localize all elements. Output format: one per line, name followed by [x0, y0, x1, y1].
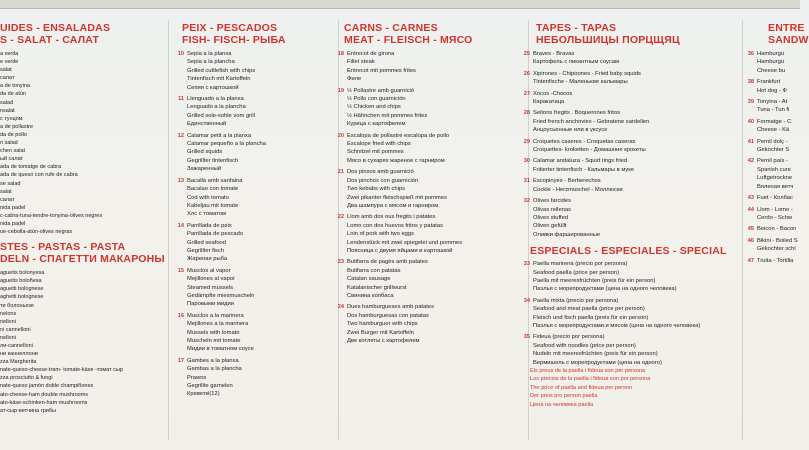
- menu-line: ue-cebolla-atún-olives negras: [0, 229, 73, 236]
- item-number: 23: [337, 259, 344, 266]
- menu-item: [170, 312, 336, 354]
- menu-item: [516, 177, 740, 194]
- menu-item: [330, 87, 526, 129]
- tapas-heading-sub: НЕБОЛЬШИЦЫ ПОРЦЩЯЦ: [536, 34, 680, 46]
- salads-heading: UIDES - ENSALADAS: [0, 22, 111, 34]
- item-line: Paella mit meeresfrüchten (preis für ein person): [533, 277, 656, 284]
- item-line: Croquetes caseres - Croquetas caseras: [533, 138, 636, 145]
- board-frame: [0, 0, 800, 9]
- menu-item: [330, 213, 526, 255]
- item-line: Zwei pikanter fleischspieß mit pommes: [347, 194, 447, 201]
- item-line: Mejillones al vapor: [187, 276, 236, 283]
- item-line: Nudeln mit meeresfrüchten (preis für ein person): [533, 351, 658, 358]
- item-line: Fritierter tintenfisch - Кальмары в муке: [533, 166, 635, 173]
- menu-line: ли-cannelloni: [0, 343, 33, 349]
- item-number: 12: [177, 132, 184, 139]
- item-line: Hamburgu: [757, 51, 785, 57]
- item-number: 45: [747, 226, 754, 233]
- item-line: Оливки фаршированные: [533, 231, 601, 238]
- menu-line: chen salat: [0, 148, 26, 155]
- item-number: 15: [177, 267, 184, 274]
- pasta-heading-sub: DELN - СПАГЕТТИ МАКАРОНЫ: [0, 253, 165, 266]
- item-number: 24: [337, 304, 344, 311]
- item-line: Seafood paella (price per person): [533, 269, 620, 276]
- item-number: 29: [523, 138, 530, 145]
- item-line: Pernil dolç -: [757, 138, 788, 145]
- item-line: Паэлья с морепродуктами и мясом (цена на одного человека): [533, 322, 701, 329]
- menu-line: ти болоньезе: [0, 302, 34, 309]
- item-line: Pernil païs -: [757, 158, 788, 165]
- menu-item: [170, 132, 336, 174]
- item-line: Olivas rellenas: [533, 206, 572, 213]
- item-line: Cod with tomato: [187, 194, 229, 201]
- item-line: Formatge - C: [757, 118, 792, 125]
- item-line: Gegrillter tintenfisch: [187, 157, 239, 164]
- menu-line: ada de queso con rufe de cabra: [0, 172, 78, 179]
- item-number: 26: [523, 70, 530, 77]
- item-line: Cerdo - Schw: [757, 215, 793, 221]
- item-line: Escalope fried with chips: [347, 141, 411, 148]
- item-line: Вяленая ветч: [757, 183, 794, 190]
- item-line: Spanish cure: [757, 166, 791, 173]
- salads-pasta-column: [0, 22, 166, 447]
- item-line: Bacallà amb sanfaina: [187, 177, 243, 184]
- item-line: Lomo con dos huevos fritos y patatas: [347, 222, 444, 229]
- item-number: 31: [523, 178, 530, 185]
- menu-item: [740, 138, 800, 155]
- item-line: Katalanischer grillwurst: [347, 284, 407, 291]
- item-line: Зажаренный: [187, 166, 222, 173]
- menu-item: [516, 109, 740, 134]
- item-line: Paella mixta (precio por persona): [533, 297, 619, 304]
- menu-item: [516, 90, 740, 107]
- menu-item: [170, 177, 336, 219]
- menu-item: [740, 98, 800, 115]
- item-line: Luftgetrockne: [757, 175, 793, 182]
- item-line: Seitons fregits . Boquerones fritos: [533, 110, 620, 117]
- menu-item: [516, 260, 740, 294]
- fish-heading-sub: FISH- FISCH- РЫБА: [182, 34, 286, 46]
- item-number: 18: [337, 51, 344, 57]
- item-line: Gambas a la plancha: [187, 366, 242, 373]
- menu-item: [516, 157, 740, 174]
- pasta-list: [0, 269, 166, 415]
- item-line: Muscheln mit tomate: [187, 338, 241, 344]
- item-line: Dos pinchos con guarnición: [347, 177, 419, 184]
- item-line: Olives farcides: [533, 198, 572, 205]
- item-line: Bacalao con tomate: [187, 186, 239, 193]
- menu-line: ни каннеллони: [0, 351, 38, 358]
- menu-item: [740, 225, 800, 234]
- item-line: ½ Pollastre amb guarnició: [347, 87, 415, 94]
- item-line: Entrecot mit pommes frites: [347, 67, 416, 74]
- item-line: Kabeljau mit tomate: [187, 202, 239, 209]
- menu-line: e verde: [0, 59, 19, 66]
- menu-item: [330, 258, 526, 300]
- salads-list: [0, 50, 166, 236]
- item-line: Gegrillter fisch: [187, 247, 225, 254]
- item-line: Картофель с пикантным соусам: [533, 59, 619, 66]
- menu-line: nelloni: [0, 318, 16, 325]
- menu-item: [740, 118, 800, 135]
- item-number: 44: [747, 206, 754, 213]
- column-divider: [168, 20, 169, 440]
- item-line: Escopinyes - Berberechos: [533, 178, 601, 185]
- menu-item: [740, 50, 800, 75]
- menu-line: nelloni: [0, 334, 16, 341]
- menu-item: [740, 194, 800, 203]
- item-number: 14: [177, 222, 184, 229]
- menu-line: салат: [0, 75, 15, 82]
- item-line: Филе: [347, 76, 362, 83]
- item-line: Llom amb dos ous fregits i patates: [347, 214, 436, 221]
- menu-line: ый салат: [0, 156, 24, 163]
- menu-line: da de pollo: [0, 131, 27, 138]
- menu-line: nelons: [0, 310, 17, 317]
- item-line: Dos hamburguesas con patatas: [347, 312, 429, 319]
- item-line: Cheese bu: [757, 67, 786, 74]
- meat-heading-sub: MEAT - FLEISCH - МЯСО: [344, 34, 473, 46]
- menu-item: [740, 78, 800, 95]
- item-line: Calamar andaluza - Squid rings fried: [533, 158, 628, 165]
- special-note: The price of paella and fideua per person: [530, 384, 632, 391]
- menu-line: ат-сыр-ветчина грибы: [0, 407, 56, 414]
- item-line: Hamburgu: [757, 59, 785, 66]
- menu-item: [516, 333, 740, 367]
- item-line: Catalan sausage: [347, 276, 391, 283]
- menu-item: [170, 222, 336, 264]
- item-number: 41: [747, 138, 754, 145]
- menu-item: [740, 157, 800, 191]
- item-number: 25: [523, 51, 530, 57]
- item-line: Braves - Bravas: [533, 51, 575, 57]
- item-line: Анцоусьенные или в уксусе: [533, 127, 608, 134]
- item-number: 27: [523, 90, 530, 97]
- item-number: 17: [177, 357, 184, 364]
- item-number: 21: [337, 169, 344, 176]
- menu-line: nsalat: [0, 107, 15, 114]
- item-line: Единственный: [187, 121, 227, 128]
- item-line: Поясница с двумя яйцами и картошкой: [347, 247, 453, 254]
- item-line: ½ Hähnchen mit pommes frites: [347, 112, 428, 119]
- menu-item: [516, 50, 740, 67]
- menu-line: салат: [0, 196, 15, 203]
- menu-line: nate-queso jamón doble champiñones: [0, 383, 94, 390]
- meat-list: [330, 50, 526, 345]
- menu-line: nida padel: [0, 220, 26, 227]
- specials-notes: [516, 367, 740, 409]
- item-line: Fideua (precio por persona): [533, 334, 605, 341]
- menu-item: [516, 197, 740, 239]
- item-line: Курица с картофелем: [347, 121, 406, 128]
- item-line: ½ Pollo con guarnición: [347, 96, 406, 103]
- item-line: Dues hamburgueses amb patates: [347, 304, 435, 311]
- menu-line: с-cabra-tuna-tendre-tonyina-olives negres: [0, 212, 103, 219]
- menu-line: salat: [0, 67, 12, 74]
- menu-item: [330, 132, 526, 166]
- item-number: 33: [523, 261, 530, 268]
- meat-column: [330, 22, 526, 447]
- menu-line: aguetti bolognese: [0, 286, 44, 293]
- meat-heading: CARNS - CARNES: [344, 22, 438, 34]
- item-line: Sepia a la planxa: [187, 51, 232, 57]
- item-line: Paella marinera (precio por persona): [533, 261, 628, 268]
- item-line: Grilled sole-sohle vom grill: [187, 112, 255, 119]
- item-line: Dos pinxos amb guarnició: [347, 169, 414, 176]
- menu-line: ada de tomatge de cabra: [0, 164, 62, 171]
- menu-item: [740, 206, 800, 223]
- item-number: 13: [177, 177, 184, 184]
- tapas-heading: TAPES - TAPAS: [536, 22, 617, 34]
- menu-item: [330, 168, 526, 210]
- item-line: Xocos -Chocos: [533, 90, 573, 97]
- item-line: Prawns: [187, 374, 207, 381]
- item-line: Croquettes- kroketten - Домашние крокеты: [533, 147, 646, 154]
- item-line: Tintenfische - Маленькие кальмары: [533, 79, 628, 86]
- item-line: Сепия с картошкой: [187, 84, 239, 91]
- item-line: Frankfurt: [757, 79, 781, 86]
- special-note: Los precios de la paella i fideua son por persona: [530, 376, 651, 383]
- item-number: 38: [747, 79, 754, 86]
- menu-item: [330, 50, 526, 84]
- item-line: Fleisch und fisch paella (preis für ein person): [533, 314, 649, 321]
- tapas-column: [516, 22, 740, 447]
- item-number: 42: [747, 158, 754, 165]
- menu-item: [516, 297, 740, 331]
- salads-heading-sub: S - SALAT - САЛАТ: [0, 34, 100, 46]
- item-number: 22: [337, 214, 344, 221]
- item-line: Butifarra de pagès amb patates: [347, 259, 428, 266]
- sandwiches-heading-sub: SANDW: [768, 34, 809, 46]
- item-line: Cheese - Kä: [757, 127, 790, 134]
- item-line: Grilled seafood: [187, 239, 226, 246]
- item-line: Parrillada de peix: [187, 222, 232, 229]
- item-line: Gedämpfte miesmuscheln: [187, 292, 255, 299]
- item-line: Xipirones - Chipirones - Fried baby squids: [533, 70, 641, 77]
- item-line: Mejillones a la marinera: [187, 321, 249, 328]
- item-line: Жареная рыба: [187, 256, 228, 263]
- item-number: 28: [523, 110, 530, 117]
- item-line: Seafood with noodles (price per person): [533, 342, 636, 349]
- specials-heading: ESPECIALS - ESPECIALES - SPECIAL: [530, 245, 727, 258]
- item-number: 32: [523, 198, 530, 205]
- item-line: Две котлеты с картофелем: [347, 338, 420, 344]
- item-number: 20: [337, 132, 344, 139]
- item-line: Tuna - Tun fi: [757, 107, 790, 114]
- item-line: Sepia a la plancha: [187, 59, 235, 66]
- item-line: Cockle - Herzmuschel - Моллюски: [533, 186, 623, 193]
- menu-line: da de atún: [0, 91, 26, 98]
- menu-line: nate-queso-cheese-tram- tomate-käse -томат сыр: [0, 367, 123, 374]
- item-number: 43: [747, 195, 754, 202]
- item-number: 10: [177, 51, 184, 57]
- item-line: Butifarra con patatas: [347, 267, 401, 274]
- item-line: Grilled cuttlefish with chips: [187, 67, 256, 74]
- menu-line: se salad: [0, 180, 21, 187]
- item-line: Escalopa de pollastre escalopa de pollo: [347, 132, 450, 139]
- menu-line: с тунцом: [0, 115, 23, 122]
- tapas-list: [516, 50, 740, 239]
- item-line: Каракатица: [533, 99, 565, 106]
- item-line: Zwei Burger mit Kartoffeln: [347, 329, 414, 336]
- menu-line: aguetis bolonyesa: [0, 270, 45, 277]
- menu-line: a de tonyina: [0, 83, 30, 90]
- menu-line: aguetis boloñesa: [0, 278, 42, 285]
- item-number: 40: [747, 118, 754, 125]
- menu-line: ato-cheese-ham double mushrooms: [0, 391, 89, 398]
- menu-item: [170, 95, 336, 129]
- item-line: Мидии в томатном соусе: [187, 346, 254, 353]
- sandwiches-heading: ENTRE: [768, 22, 805, 34]
- item-number: 34: [523, 297, 530, 304]
- item-line: Fuet - Колбас: [757, 195, 793, 202]
- item-line: Oliven gefüllt: [533, 223, 567, 230]
- item-line: Вермишель с морепродуктами (цена на одного): [533, 359, 662, 366]
- item-line: Lenguado a la plancha: [187, 104, 246, 111]
- item-line: Calamar petit a la planxa: [187, 132, 252, 139]
- item-line: Паэлья с морепродуктами (цена на одного человека): [533, 286, 677, 293]
- menu-line: salad: [0, 99, 14, 106]
- special-note: Цена на человека paella: [530, 401, 594, 408]
- menu-item: [740, 257, 800, 266]
- menu-item: [170, 357, 336, 399]
- menu-item: [170, 267, 336, 309]
- pasta-heading: STES - PASTAS - PASTA: [0, 241, 126, 254]
- item-line: Mussels with tomato: [187, 329, 240, 336]
- item-line: Olives stuffed: [533, 214, 569, 221]
- item-line: Bikini - Boiled S: [757, 237, 798, 244]
- item-number: 19: [337, 87, 344, 94]
- item-line: Two hamburguer with chips: [347, 321, 418, 328]
- item-line: Мясо в сухарях жареное с гарниром: [347, 157, 445, 164]
- item-line: Два шампура с мясом и гарниром: [347, 202, 439, 209]
- item-line: Beicon - Bacon: [757, 226, 797, 233]
- item-number: 11: [178, 96, 184, 103]
- item-line: Schnitzel mit pommes: [347, 149, 404, 156]
- menu-line: ato-käse-schinken-ham mushrooms: [0, 399, 88, 406]
- menu-line: a de pollastre: [0, 123, 34, 130]
- menu-line: aghetti bolognese: [0, 294, 44, 301]
- item-line: Gambes a la planxa: [187, 357, 239, 364]
- item-line: Grilled squids: [187, 149, 223, 156]
- item-line: Свинина колбаса: [347, 292, 394, 299]
- item-line: Llom - Lomo -: [757, 206, 793, 213]
- item-number: 30: [523, 158, 530, 165]
- fish-list: [170, 50, 336, 399]
- menu-item: [330, 303, 526, 345]
- item-line: Llenguado a la planxa: [187, 96, 244, 103]
- item-line: Паровыми мидии: [187, 301, 235, 308]
- item-line: Gekochter S: [757, 147, 790, 154]
- item-line: Fried french anchovies - Gebratene sardellen: [533, 118, 650, 125]
- sandwiches-list: [740, 50, 800, 265]
- item-line: Fillet steak: [347, 59, 375, 66]
- menu-item: [740, 237, 800, 254]
- special-note: Der preis pro person paella: [530, 393, 598, 400]
- menu-line: zza Margherita: [0, 359, 37, 366]
- item-line: Entrecot de girona: [347, 51, 395, 57]
- item-line: Креветкi(12): [187, 391, 220, 398]
- menu-line: nida padel: [0, 204, 26, 211]
- item-number: 39: [747, 99, 754, 106]
- menu-item: [516, 70, 740, 87]
- item-line: Musclos a la marinera: [187, 312, 244, 319]
- item-line: Musclos al vapor: [187, 267, 231, 274]
- item-line: Two kebabs with chips: [347, 186, 405, 193]
- fish-column: [170, 22, 336, 447]
- item-number: 16: [177, 312, 184, 319]
- item-line: Tonyina - At: [757, 99, 788, 106]
- item-number: 36: [747, 51, 754, 57]
- menu-item: [516, 138, 740, 155]
- menu-line: n salad: [0, 140, 18, 147]
- item-line: Calamar pequeño a la plancha: [187, 141, 266, 148]
- item-line: Steamed mussels: [187, 284, 234, 291]
- menu-item: [170, 50, 336, 92]
- item-line: Lendenstück mit zwei spiegelei und pommes: [347, 239, 463, 246]
- specials-list: [516, 260, 740, 367]
- item-line: Хлс с томатом: [187, 211, 226, 218]
- special-note: Els preus de la paella i fideua son per persona: [530, 368, 646, 374]
- item-line: Tintenfisch mit Kartoffeln: [187, 76, 251, 83]
- item-line: Gegrillte garnelen: [187, 383, 233, 390]
- fish-heading: PEIX - PESCADOS: [182, 22, 278, 34]
- item-line: Hot dog - Ф: [757, 87, 787, 94]
- item-number: 47: [747, 257, 754, 264]
- menu-line: zza prosciutto & fungi: [0, 375, 53, 382]
- item-line: ½ Chicken and chips: [347, 104, 401, 111]
- item-line: Gekochter schi: [757, 246, 796, 253]
- sandwiches-column: [740, 22, 809, 447]
- menu-line: a verda: [0, 51, 19, 57]
- item-number: 35: [523, 334, 530, 341]
- menu-line: ni cannelloni: [0, 326, 31, 333]
- item-line: Truita - Tortilla: [757, 257, 794, 264]
- item-line: Seafood and meat paella (price per person): [533, 306, 645, 313]
- item-number: 46: [747, 237, 754, 244]
- item-line: Parrillada de pescado: [187, 231, 244, 238]
- menu-line: salat: [0, 188, 12, 195]
- item-line: Loin of pork with two eggs: [347, 231, 415, 238]
